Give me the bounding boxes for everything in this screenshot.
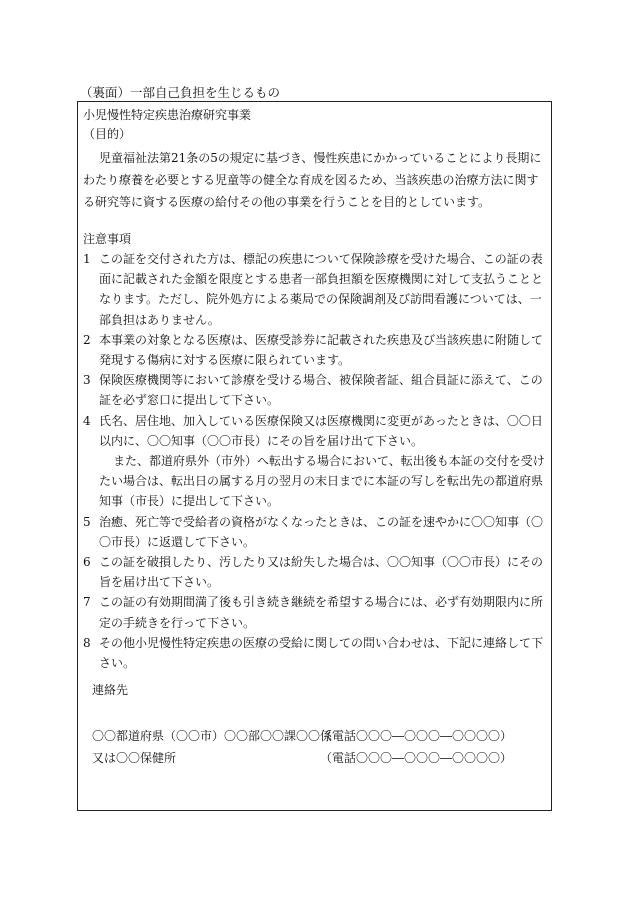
note-text: 保険医療機関等において診療を受ける場合、被保険者証、組合員証に添えて、この証を必ず窓口に提出して下さい。 bbox=[99, 373, 543, 408]
info-box bbox=[77, 101, 552, 811]
purpose-label: （目的） bbox=[83, 127, 132, 141]
contact-label: 連絡先 bbox=[92, 683, 129, 697]
contact-phone: （電話〇〇〇―〇〇〇―〇〇〇〇） bbox=[320, 729, 513, 743]
note-text: この証の有効期間満了後も引き続き継続を希望する場合には、必ず有効期限内に所定の手続きを行って下さい。 bbox=[99, 595, 544, 630]
note-number: 1 bbox=[83, 252, 91, 266]
note-item bbox=[83, 370, 545, 410]
note-text: この証を交付された方は、標記の疾患について保険診療を受けた場合、この証の表面に記載された金額を限度とする患者一部負担額を医療機関に対して支払うこととなります。ただし、院外処方による薬局での保険調剤及び訪問看護については、一部負担はありません。 bbox=[99, 252, 544, 327]
note-number: 8 bbox=[83, 635, 91, 650]
note-text: 治癒、死亡等で受給者の資格がなくなったときは、この証を速やかに〇〇知事（〇〇市長）に返還して下さい。 bbox=[99, 514, 544, 549]
note-item bbox=[83, 330, 545, 370]
note-number: 6 bbox=[83, 555, 91, 570]
note-text: 氏名、居住地、加入している医療保険又は医療機関に変更があったときは、〇〇日以内に、〇〇知事（〇〇市長）にその旨を届け出て下さい。 bbox=[99, 413, 543, 448]
contact-phone: （電話〇〇〇―〇〇〇―〇〇〇〇） bbox=[320, 751, 513, 765]
note-text: この証を破損したり、汚したり又は紛失した場合は、〇〇知事（〇〇市長）にその旨を届け出て下さい。 bbox=[99, 555, 544, 590]
back-side-heading: （裏面）一部自己負担を生じるもの bbox=[80, 85, 281, 100]
note-number: 7 bbox=[83, 595, 91, 610]
note-number: 4 bbox=[83, 413, 91, 428]
note-text: その他小児慢性特定疾患の医療の受給に関しての問い合わせは、下記に連絡して下さい。 bbox=[99, 635, 544, 671]
note-number: 3 bbox=[83, 373, 91, 388]
note-item bbox=[83, 592, 545, 632]
note-number: 2 bbox=[83, 332, 91, 347]
note-number: 5 bbox=[83, 514, 91, 529]
purpose-text: 児童福祉法第21条の5の規定に基づき、慢性疾患にかかっていることにより長期にわたり療養を必要とする児童等の健全な育成を図るため、当該疾患の治療方法に関する研究等に資する医療の給付その他の事業を行うことを目的としています。 bbox=[83, 151, 542, 209]
notes-label: 注意事項 bbox=[83, 232, 132, 246]
note-item bbox=[83, 249, 545, 330]
contact-health-center: 又は〇〇保健所 bbox=[92, 751, 177, 765]
note-item bbox=[83, 552, 545, 592]
contact-row bbox=[92, 727, 532, 745]
note-text-continued: また、都道府県外（市外）へ転出する場合において、転出後も本証の交付を受けたい場合は、転出日の属する月の翌月の末日までに本証の写しを転出先の都道府県知事（市長）に提出して下さい。 bbox=[99, 454, 545, 509]
contact-office: 〇〇都道府県（〇〇市）〇〇部〇〇課〇〇係 bbox=[92, 729, 333, 743]
note-item bbox=[83, 633, 545, 673]
note-item bbox=[83, 512, 545, 552]
note-text: 本事業の対象となる医療は、医療受診券に記載された疾患及び当該疾患に附随して発現する傷病に対する医療に限られています。 bbox=[99, 332, 544, 368]
notes-list bbox=[83, 249, 545, 673]
contact-row bbox=[92, 749, 532, 767]
program-title: 小児慢性特定疾患治療研究事業 bbox=[83, 108, 252, 122]
note-item bbox=[83, 411, 545, 512]
